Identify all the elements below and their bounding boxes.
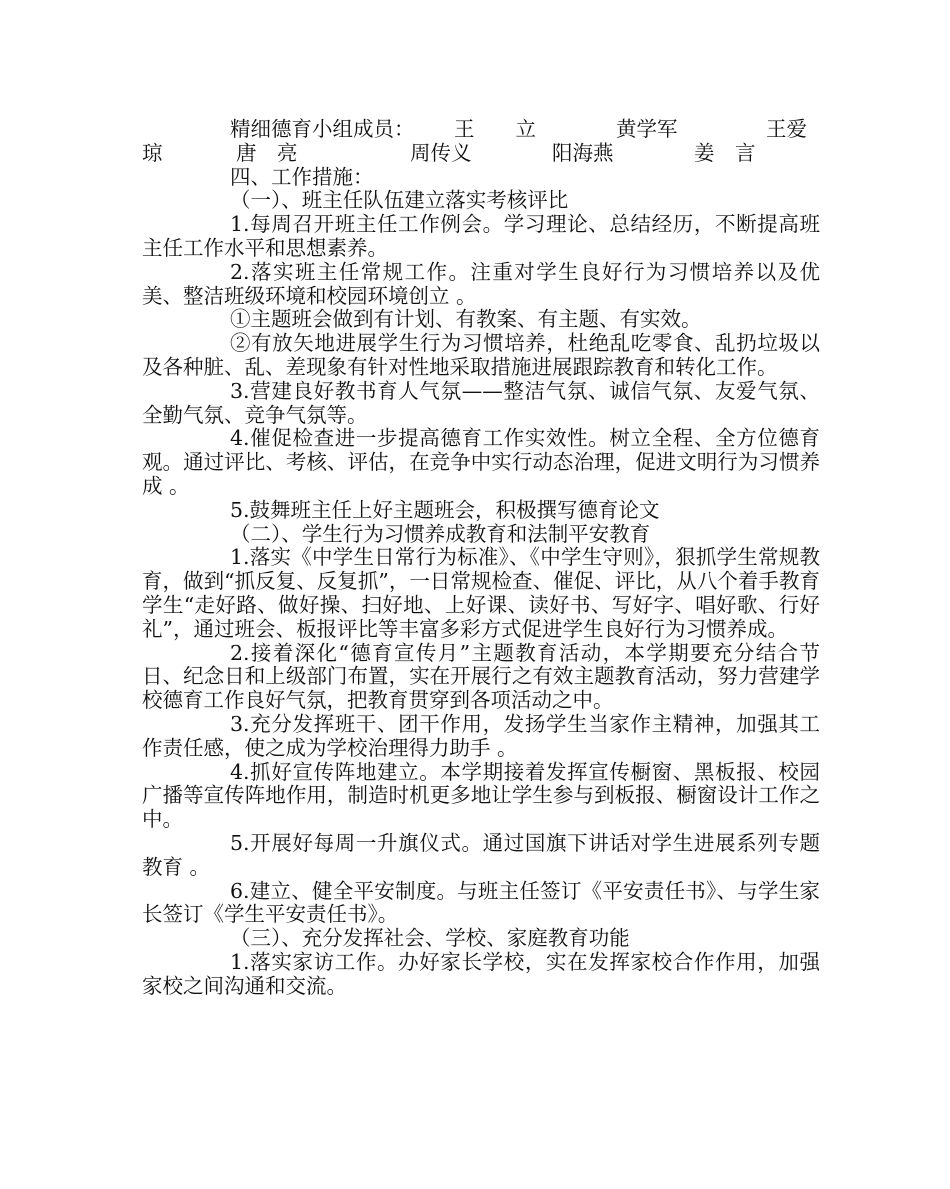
paragraph-h-sec2: （二）、学生行为习惯养成教育和法制平安教育: [230, 521, 651, 546]
paragraph-p1-2: 2.落实班主任常规工作。注重对学生良好行为习惯培养以及优美、整洁班级环境和校园环境创立 。: [142, 259, 820, 308]
paragraph-p1-4: 4.催促检查进一步提高德育工作实效性。树立全程、全方位德育观。通过评比、考核、评估，在竞争中实行动态治理，促进文明行为习惯养成 。: [142, 426, 820, 498]
paragraph-p1-2b: ②有放矢地进展学生行为习惯培养，杜绝乱吃零食、乱扔垃圾以及各种脏、乱、差现象有针对性地采取措施进展跟踪教育和转化工作。: [142, 331, 820, 379]
paragraph-p2-3: 3.充分发挥班干、团干作用，发扬学生当家作主精神，加强其工作责任感，使之成为学校治理得力助手 。: [142, 711, 820, 760]
paragraph-p2-6: 6.建立、健全平安制度。与班主任签订《平安责任书》、与学生家长签订《学生平安责任书》。: [142, 878, 820, 927]
paragraph-h-sec3: （三）、充分发挥社会、学校、家庭教育功能: [230, 926, 630, 951]
group-members: [142, 118, 820, 166]
member-name: 琼: [142, 140, 163, 165]
member-name: 姜 言: [694, 140, 756, 165]
member-name: 阳海燕: [552, 140, 614, 165]
member-name: 唐 亮: [236, 140, 298, 165]
document-page: [142, 118, 820, 998]
paragraph-p2-1: 1.落实《中学生日常行为标准》、《中学生守则》，狠抓学生常规教育，做到“抓反复、反复抓”，一日常规检查、催促、评比，从八个着手教育学生“走好路、做好操、扫好地、上好课、读好书、写好字、唱好歌、行好礼”，通过班会、板报评比等丰富多彩方式促进学生良好行为习惯养成。: [142, 545, 820, 641]
paragraph-p1-3: 3.营建良好教书育人气氛——整洁气氛、诚信气氛、友爱气氛、全勤气氛、竞争气氛等。: [142, 378, 820, 427]
paragraph-p2-2: 2.接着深化“德育宣传月”主题教育活动，本学期要充分结合节日、纪念日和上级部门布置，实在开展行之有效主题教育活动，努力营建学校德育工作良好气氛，把教育贯穿到各项活动之中。: [142, 640, 820, 713]
paragraph-p3-1: 1.落实家访工作。办好家长学校，实在发挥家校合作作用，加强家校之间沟通和交流。: [142, 949, 820, 998]
paragraph-p1-1: 1.每周召开班主任工作例会。学习理论、总结经历，不断提高班主任工作水平和思想素养。: [142, 212, 820, 260]
member-name: 周传义: [410, 140, 472, 165]
member-name: 黄学军: [616, 117, 678, 141]
paragraph-p1-2a: ①主题班会做到有计划、有教案、有主题、有实效。: [230, 307, 702, 332]
paragraph-p1-5: 5.鼓舞班主任上好主题班会，积极撰写德育论文: [230, 497, 660, 522]
paragraph-h-sec1: （一）、班主任队伍建立落实考核评比: [230, 188, 569, 213]
paragraph-h-measures: 四、工作措施：: [230, 164, 374, 189]
member-name: 王爱: [766, 117, 807, 141]
paragraph-list: [142, 166, 820, 999]
member-name: 王 立: [454, 117, 536, 141]
members-label: 精细德育小组成员：: [230, 117, 415, 141]
paragraph-p2-4: 4.抓好宣传阵地建立。本学期接着发挥宣传橱窗、黑板报、校园广播等宣传阵地作用，制造时机更多地让学生参与到板报、橱窗设计工作之中。: [142, 759, 820, 832]
paragraph-p2-5: 5.开展好每周一升旗仪式。通过国旗下讲话对学生进展系列专题教育 。: [142, 830, 820, 879]
